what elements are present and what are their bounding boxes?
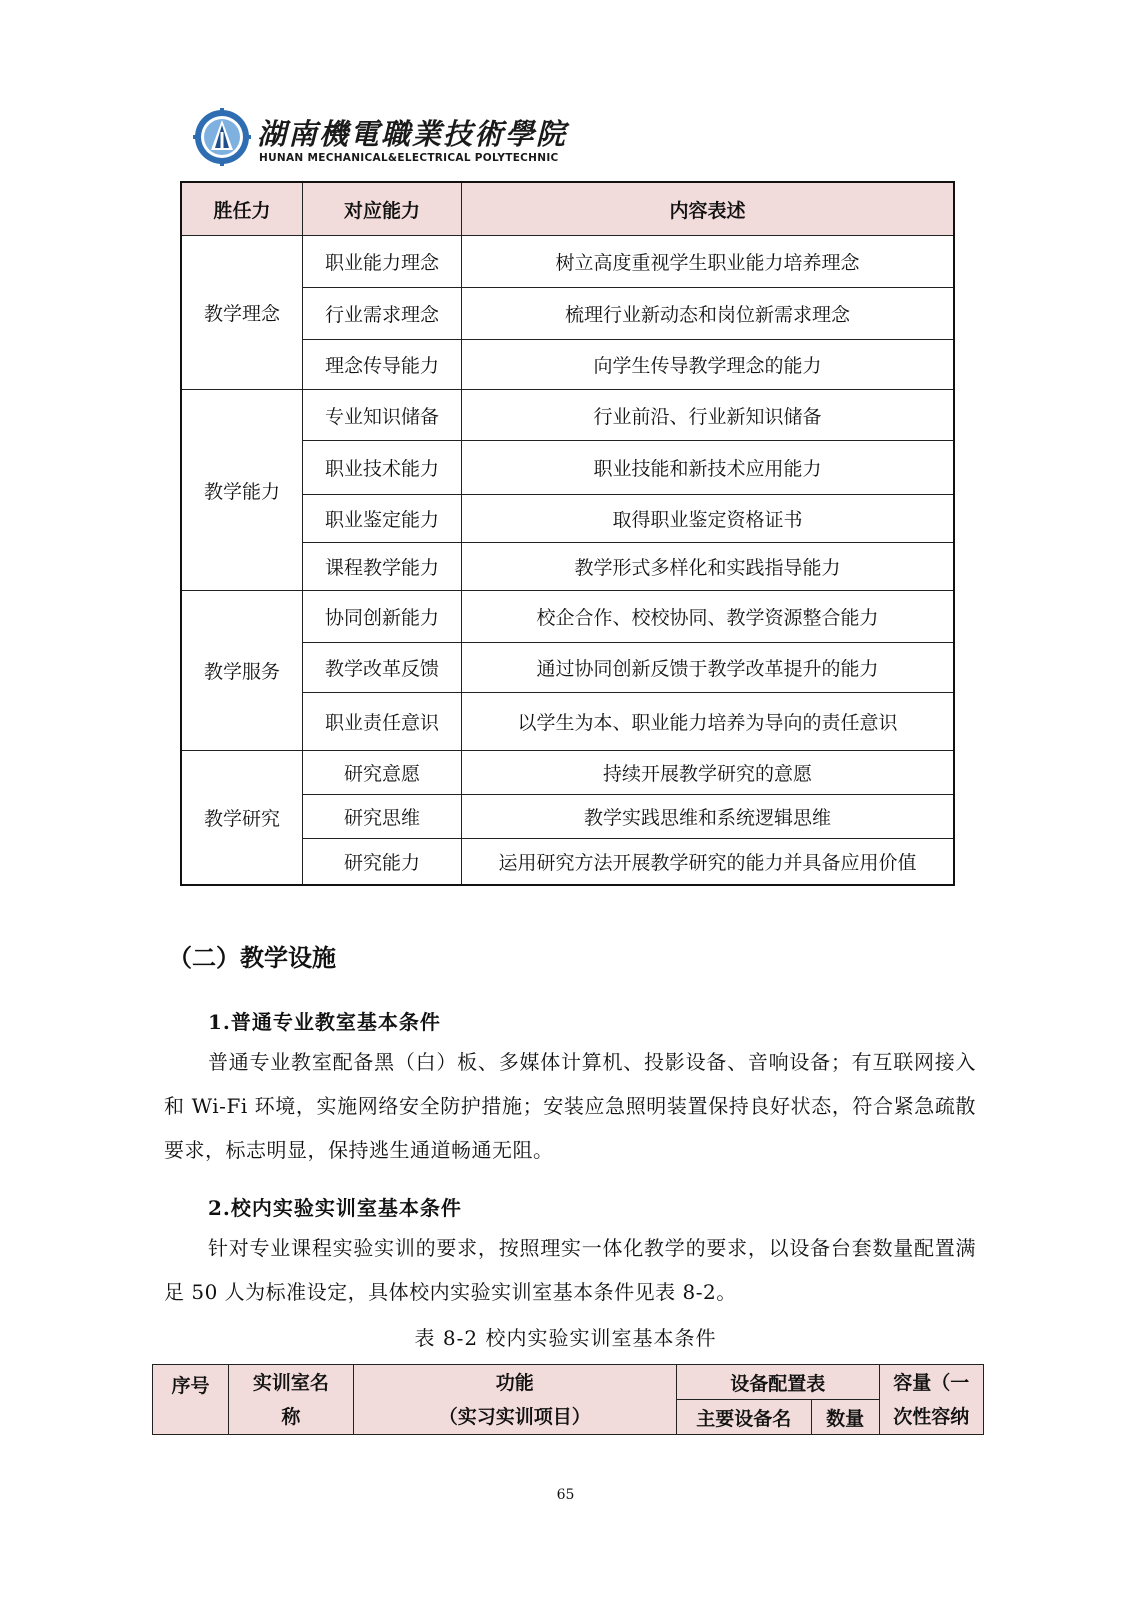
- group-cell: 教学研究: [181, 751, 303, 885]
- description-cell: 行业前沿、行业新知识储备: [462, 390, 955, 441]
- ability-cell: 协同创新能力: [303, 591, 462, 643]
- description-cell: 教学实践思维和系统逻辑思维: [462, 795, 955, 839]
- description-cell: 运用研究方法开展教学研究的能力并具备应用价值: [462, 839, 955, 885]
- table-row: [181, 591, 954, 643]
- header-cell: [229, 1365, 354, 1435]
- subsection-title: 1.普通专业教室基本条件: [208, 1010, 441, 1034]
- ability-cell: 研究思维: [303, 795, 462, 839]
- description-cell: 通过协同创新反馈于教学改革提升的能力: [462, 643, 955, 693]
- school-name-en: HUNAN MECHANICAL&ELECTRICAL POLYTECHNIC: [259, 152, 559, 164]
- table-header-row: [153, 1365, 984, 1400]
- header-cell: 主要设备名: [676, 1400, 811, 1435]
- header-cell: 胜任力: [181, 182, 303, 236]
- competency-table: [180, 181, 955, 886]
- description-cell: 教学形式多样化和实践指导能力: [462, 543, 955, 591]
- group-cell: 教学能力: [181, 390, 303, 591]
- header-cell: 内容表述: [462, 182, 955, 236]
- header-text: 次性容纳: [893, 1405, 970, 1428]
- ability-cell: 研究能力: [303, 839, 462, 885]
- table-row: [181, 751, 954, 795]
- header-text: 称: [281, 1405, 301, 1428]
- ability-cell: 职业鉴定能力: [303, 495, 462, 543]
- subsection-title: 2.校内实验实训室基本条件: [208, 1196, 462, 1220]
- header-text: 容量（一: [893, 1371, 970, 1394]
- section-title: （二）教学设施: [168, 944, 336, 972]
- description-cell: 职业技能和新技术应用能力: [462, 441, 955, 495]
- ability-cell: 研究意愿: [303, 751, 462, 795]
- ability-cell: 理念传导能力: [303, 340, 462, 390]
- header-cell: [879, 1365, 983, 1435]
- school-emblem-icon: [193, 108, 251, 166]
- description-cell: 梳理行业新动态和岗位新需求理念: [462, 288, 955, 340]
- ability-cell: 教学改革反馈: [303, 643, 462, 693]
- description-cell: 树立高度重视学生职业能力培养理念: [462, 236, 955, 288]
- table-row: [181, 390, 954, 441]
- table-caption: 表 8-2 校内实验实训室基本条件: [414, 1326, 717, 1350]
- header-text: 序号: [171, 1375, 210, 1397]
- page-number: 65: [556, 1487, 575, 1503]
- header-cell: 设备配置表: [676, 1365, 879, 1400]
- header-text: 功能: [495, 1371, 534, 1394]
- header-cell: [353, 1365, 676, 1435]
- table-row: [181, 236, 954, 288]
- description-cell: 向学生传导教学理念的能力: [462, 340, 955, 390]
- header-cell: [153, 1365, 229, 1435]
- ability-cell: 课程教学能力: [303, 543, 462, 591]
- header-text: 实训室名: [252, 1371, 329, 1394]
- school-name-cn: 湖南機電職業技術學院: [257, 117, 568, 151]
- paragraph: 普通专业教室配备黑（白）板、多媒体计算机、投影设备、音响设备；有互联网接入和 Wi-Fi 环境，实施网络安全防护措施；安装应急照明装置保持良好状态，符合紧急疏散要求，标志明显，保持逃生通道畅通无阻。: [164, 1050, 976, 1162]
- paragraph: 针对专业课程实验实训的要求，按照理实一体化教学的要求，以设备台套数量配置满足 50 人为标准设定，具体校内实验实训室基本条件见表 8-2。: [164, 1236, 976, 1304]
- ability-cell: 职业能力理念: [303, 236, 462, 288]
- ability-cell: 职业责任意识: [303, 693, 462, 751]
- table-header-row: [181, 182, 954, 236]
- lab-table: [152, 1364, 984, 1435]
- description-cell: 以学生为本、职业能力培养为导向的责任意识: [462, 693, 955, 751]
- ability-cell: 专业知识储备: [303, 390, 462, 441]
- header-text: （实习实训项目）: [438, 1405, 591, 1428]
- school-logo: [193, 108, 568, 170]
- ability-cell: 职业技术能力: [303, 441, 462, 495]
- header-cell: 对应能力: [303, 182, 462, 236]
- group-cell: 教学服务: [181, 591, 303, 751]
- description-cell: 持续开展教学研究的意愿: [462, 751, 955, 795]
- description-cell: 校企合作、校校协同、教学资源整合能力: [462, 591, 955, 643]
- ability-cell: 行业需求理念: [303, 288, 462, 340]
- header-cell: 数量: [811, 1400, 879, 1435]
- group-cell: 教学理念: [181, 236, 303, 390]
- description-cell: 取得职业鉴定资格证书: [462, 495, 955, 543]
